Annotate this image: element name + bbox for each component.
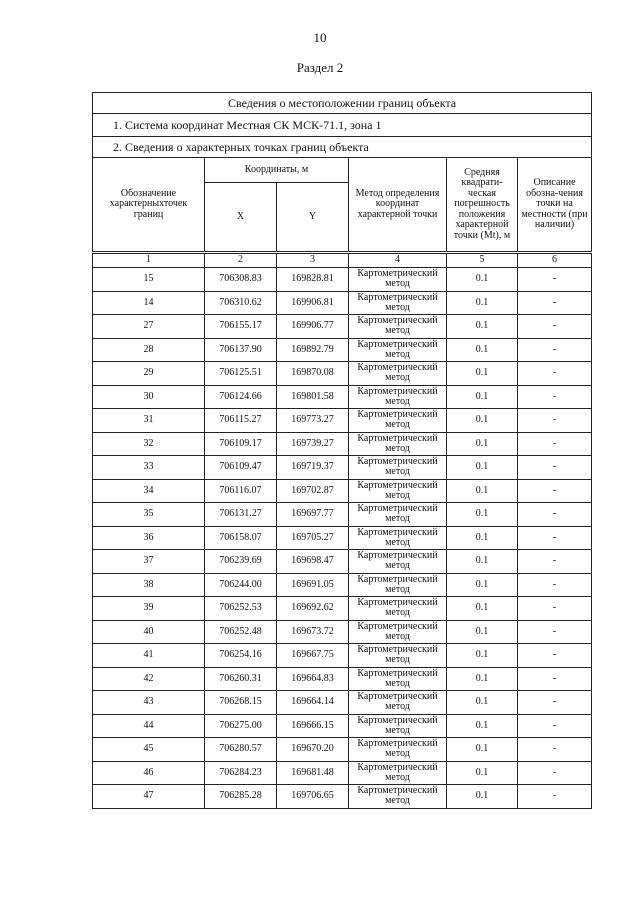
description-cell: - xyxy=(518,432,592,456)
description-cell: - xyxy=(518,503,592,527)
method-cell: Картометрический метод xyxy=(349,620,447,644)
x-coordinate-cell: 706155.17 xyxy=(205,315,277,339)
table-row xyxy=(93,479,592,503)
point-cell: 30 xyxy=(93,385,205,409)
y-coordinate-cell: 169773.27 xyxy=(277,409,349,433)
point-cell: 33 xyxy=(93,456,205,480)
page-number: 10 xyxy=(313,30,327,45)
method-cell: Картометрический метод xyxy=(349,597,447,621)
accuracy-cell: 0.1 xyxy=(447,738,518,762)
header-accuracy: Средняя квадрати-ческая погрешность положения характерной точки (Mt), м xyxy=(447,158,518,253)
table-row xyxy=(93,738,592,762)
method-cell: Картометрический метод xyxy=(349,432,447,456)
description-cell: - xyxy=(518,761,592,785)
x-coordinate-cell: 706254.16 xyxy=(205,644,277,668)
table-row xyxy=(93,691,592,715)
header-designation: Обозначение характерныхточек границ xyxy=(93,158,205,253)
y-coordinate-cell: 169801.58 xyxy=(277,385,349,409)
accuracy-cell: 0.1 xyxy=(447,550,518,574)
accuracy-cell: 0.1 xyxy=(447,503,518,527)
accuracy-cell: 0.1 xyxy=(447,456,518,480)
description-cell: - xyxy=(518,456,592,480)
description-cell: - xyxy=(518,691,592,715)
x-coordinate-cell: 706284.23 xyxy=(205,761,277,785)
description-cell: - xyxy=(518,573,592,597)
accuracy-cell: 0.1 xyxy=(447,785,518,809)
x-coordinate-cell: 706124.66 xyxy=(205,385,277,409)
point-cell: 45 xyxy=(93,738,205,762)
x-coordinate-cell: 706310.62 xyxy=(205,291,277,315)
table-row xyxy=(93,456,592,480)
table-title: Сведения о местоположении границ объекта xyxy=(93,93,592,114)
x-coordinate-cell: 706115.27 xyxy=(205,409,277,433)
accuracy-cell: 0.1 xyxy=(447,338,518,362)
x-coordinate-cell: 706252.53 xyxy=(205,597,277,621)
description-cell: - xyxy=(518,291,592,315)
accuracy-cell: 0.1 xyxy=(447,315,518,339)
point-cell: 15 xyxy=(93,268,205,292)
description-cell: - xyxy=(518,409,592,433)
x-coordinate-cell: 706260.31 xyxy=(205,667,277,691)
accuracy-cell: 0.1 xyxy=(447,761,518,785)
y-coordinate-cell: 169719.37 xyxy=(277,456,349,480)
point-cell: 43 xyxy=(93,691,205,715)
accuracy-cell: 0.1 xyxy=(447,691,518,715)
method-cell: Картометрический метод xyxy=(349,268,447,292)
description-cell: - xyxy=(518,550,592,574)
column-number: 6 xyxy=(518,253,592,268)
accuracy-cell: 0.1 xyxy=(447,620,518,644)
method-cell: Картометрический метод xyxy=(349,526,447,550)
description-cell: - xyxy=(518,620,592,644)
point-cell: 34 xyxy=(93,479,205,503)
accuracy-cell: 0.1 xyxy=(447,385,518,409)
description-cell: - xyxy=(518,526,592,550)
table-row xyxy=(93,761,592,785)
header-description: Описание обозна-чения точки на местности (при наличии) xyxy=(518,158,592,253)
y-coordinate-cell: 169692.62 xyxy=(277,597,349,621)
method-cell: Картометрический метод xyxy=(349,385,447,409)
y-coordinate-cell: 169673.72 xyxy=(277,620,349,644)
accuracy-cell: 0.1 xyxy=(447,644,518,668)
point-cell: 44 xyxy=(93,714,205,738)
column-number: 5 xyxy=(447,253,518,268)
accuracy-cell: 0.1 xyxy=(447,714,518,738)
point-cell: 31 xyxy=(93,409,205,433)
column-number: 3 xyxy=(277,253,349,268)
y-coordinate-cell: 169828.81 xyxy=(277,268,349,292)
method-cell: Картометрический метод xyxy=(349,761,447,785)
y-coordinate-cell: 169706.65 xyxy=(277,785,349,809)
table-row xyxy=(93,620,592,644)
point-cell: 39 xyxy=(93,597,205,621)
table-row xyxy=(93,409,592,433)
description-cell: - xyxy=(518,385,592,409)
method-cell: Картометрический метод xyxy=(349,291,447,315)
description-cell: - xyxy=(518,338,592,362)
y-coordinate-cell: 169705.27 xyxy=(277,526,349,550)
y-coordinate-cell: 169906.77 xyxy=(277,315,349,339)
table-row xyxy=(93,385,592,409)
point-cell: 29 xyxy=(93,362,205,386)
y-coordinate-cell: 169670.20 xyxy=(277,738,349,762)
table-row xyxy=(93,714,592,738)
description-cell: - xyxy=(518,268,592,292)
x-coordinate-cell: 706131.27 xyxy=(205,503,277,527)
x-coordinate-cell: 706308.83 xyxy=(205,268,277,292)
accuracy-cell: 0.1 xyxy=(447,573,518,597)
description-cell: - xyxy=(518,714,592,738)
x-coordinate-cell: 706285.28 xyxy=(205,785,277,809)
point-cell: 14 xyxy=(93,291,205,315)
table-row xyxy=(93,432,592,456)
accuracy-cell: 0.1 xyxy=(447,291,518,315)
point-cell: 32 xyxy=(93,432,205,456)
subsection-title: 2. Сведения о характерных точках границ объекта xyxy=(93,137,592,158)
y-coordinate-cell: 169739.27 xyxy=(277,432,349,456)
description-cell: - xyxy=(518,479,592,503)
description-cell: - xyxy=(518,785,592,809)
method-cell: Картометрический метод xyxy=(349,714,447,738)
x-coordinate-cell: 706244.00 xyxy=(205,573,277,597)
accuracy-cell: 0.1 xyxy=(447,362,518,386)
description-cell: - xyxy=(518,738,592,762)
header-x: X xyxy=(205,183,277,253)
table-row xyxy=(93,362,592,386)
y-coordinate-cell: 169698.47 xyxy=(277,550,349,574)
accuracy-cell: 0.1 xyxy=(447,479,518,503)
x-coordinate-cell: 706109.17 xyxy=(205,432,277,456)
description-cell: - xyxy=(518,315,592,339)
method-cell: Картометрический метод xyxy=(349,503,447,527)
y-coordinate-cell: 169702.87 xyxy=(277,479,349,503)
table-row xyxy=(93,573,592,597)
x-coordinate-cell: 706239.69 xyxy=(205,550,277,574)
accuracy-cell: 0.1 xyxy=(447,432,518,456)
method-cell: Картометрический метод xyxy=(349,691,447,715)
point-cell: 40 xyxy=(93,620,205,644)
table-row xyxy=(93,644,592,668)
point-cell: 36 xyxy=(93,526,205,550)
y-coordinate-cell: 169664.14 xyxy=(277,691,349,715)
table-row xyxy=(93,785,592,809)
table-row xyxy=(93,550,592,574)
column-number: 4 xyxy=(349,253,447,268)
accuracy-cell: 0.1 xyxy=(447,526,518,550)
point-cell: 27 xyxy=(93,315,205,339)
method-cell: Картометрический метод xyxy=(349,456,447,480)
table-row xyxy=(93,338,592,362)
table-row xyxy=(93,667,592,691)
accuracy-cell: 0.1 xyxy=(447,667,518,691)
description-cell: - xyxy=(518,362,592,386)
header-coordinates: Координаты, м xyxy=(205,158,349,183)
y-coordinate-cell: 169681.48 xyxy=(277,761,349,785)
y-coordinate-cell: 169664.83 xyxy=(277,667,349,691)
method-cell: Картометрический метод xyxy=(349,644,447,668)
description-cell: - xyxy=(518,597,592,621)
method-cell: Картометрический метод xyxy=(349,785,447,809)
column-number: 2 xyxy=(205,253,277,268)
x-coordinate-cell: 706116.07 xyxy=(205,479,277,503)
method-cell: Картометрический метод xyxy=(349,667,447,691)
x-coordinate-cell: 706252.48 xyxy=(205,620,277,644)
x-coordinate-cell: 706109.47 xyxy=(205,456,277,480)
point-cell: 42 xyxy=(93,667,205,691)
x-coordinate-cell: 706137.90 xyxy=(205,338,277,362)
point-cell: 35 xyxy=(93,503,205,527)
table-row xyxy=(93,315,592,339)
table-row xyxy=(93,503,592,527)
y-coordinate-cell: 169870.08 xyxy=(277,362,349,386)
description-cell: - xyxy=(518,644,592,668)
coordinate-system: 1. Система координат Местная СК МСК-71.1, зона 1 xyxy=(93,114,592,137)
method-cell: Картометрический метод xyxy=(349,409,447,433)
method-cell: Картометрический метод xyxy=(349,738,447,762)
description-cell: - xyxy=(518,667,592,691)
method-cell: Картометрический метод xyxy=(349,338,447,362)
x-coordinate-cell: 706275.00 xyxy=(205,714,277,738)
header-method: Метод определения координат характерной точки xyxy=(349,158,447,253)
method-cell: Картометрический метод xyxy=(349,479,447,503)
y-coordinate-cell: 169667.75 xyxy=(277,644,349,668)
accuracy-cell: 0.1 xyxy=(447,409,518,433)
point-cell: 38 xyxy=(93,573,205,597)
column-number: 1 xyxy=(93,253,205,268)
accuracy-cell: 0.1 xyxy=(447,268,518,292)
boundary-points-table xyxy=(92,92,592,809)
point-cell: 37 xyxy=(93,550,205,574)
x-coordinate-cell: 706280.57 xyxy=(205,738,277,762)
method-cell: Картометрический метод xyxy=(349,550,447,574)
section-title: Раздел 2 xyxy=(296,60,344,75)
method-cell: Картометрический метод xyxy=(349,362,447,386)
method-cell: Картометрический метод xyxy=(349,315,447,339)
table-row xyxy=(93,291,592,315)
y-coordinate-cell: 169892.79 xyxy=(277,338,349,362)
point-cell: 47 xyxy=(93,785,205,809)
y-coordinate-cell: 169697.77 xyxy=(277,503,349,527)
point-cell: 41 xyxy=(93,644,205,668)
x-coordinate-cell: 706268.15 xyxy=(205,691,277,715)
table-row xyxy=(93,268,592,292)
method-cell: Картометрический метод xyxy=(349,573,447,597)
header-y: Y xyxy=(277,183,349,253)
x-coordinate-cell: 706125.51 xyxy=(205,362,277,386)
table-row xyxy=(93,597,592,621)
point-cell: 46 xyxy=(93,761,205,785)
y-coordinate-cell: 169906.81 xyxy=(277,291,349,315)
accuracy-cell: 0.1 xyxy=(447,597,518,621)
y-coordinate-cell: 169691.05 xyxy=(277,573,349,597)
point-cell: 28 xyxy=(93,338,205,362)
y-coordinate-cell: 169666.15 xyxy=(277,714,349,738)
x-coordinate-cell: 706158.07 xyxy=(205,526,277,550)
table-row xyxy=(93,526,592,550)
